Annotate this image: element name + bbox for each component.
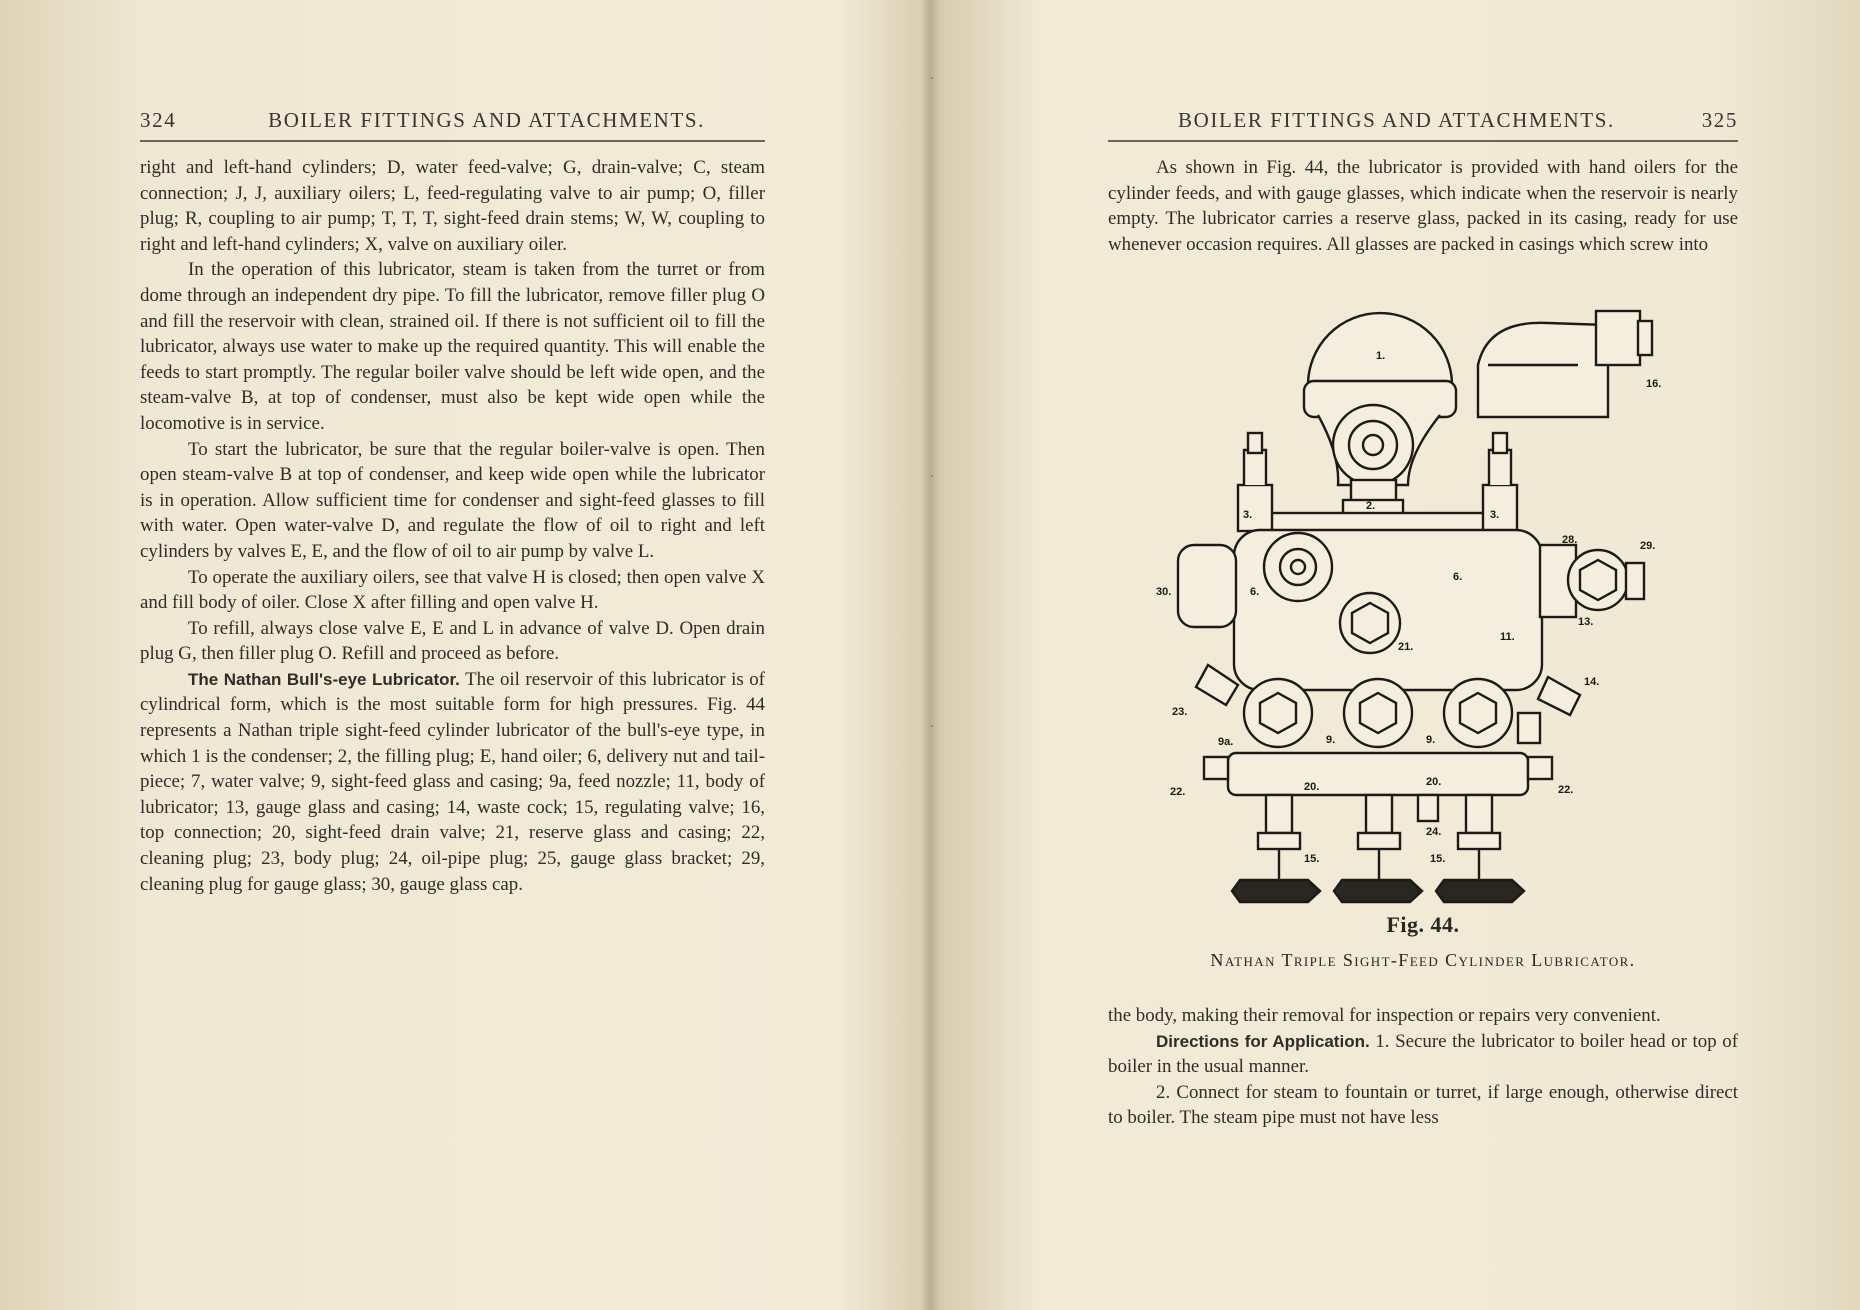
regulating-handle bbox=[1232, 880, 1320, 902]
left-body-text bbox=[140, 155, 765, 897]
left-running-title: BOILER FITTINGS AND ATTACHMENTS. bbox=[268, 108, 705, 132]
directions-step-1: 1. Secure the lubricator to boiler head or top of boiler in the usual manner. bbox=[1108, 1030, 1738, 1078]
sight-feed-glass bbox=[1244, 679, 1312, 747]
left-paragraph: To operate the auxiliary oilers, see that valve H is closed; then open valve X and fill body of oiler. Close X after filling and open valve H. bbox=[140, 566, 765, 614]
part-label-2: 2. bbox=[1366, 500, 1376, 512]
part-label-20: 20. bbox=[1426, 776, 1442, 788]
section-heading: The Nathan Bull's-eye Lubricator. bbox=[188, 669, 460, 689]
part-label-29: 29. bbox=[1640, 540, 1656, 552]
right-page bbox=[1108, 0, 1738, 1310]
left-paragraph: In the operation of this lubricator, steam is taken from the turret or from dome through an independent dry pipe. To fill the lubricator, remove filler plug O and fill the reservoir with clean, strained oil. If there is not sufficient oil to fill the lubricator, always use water to make up the required quantity. This will enable the feeds to start promptly. The regular boiler valve should be left wide open, and the steam-valve B, at top of condenser, must also be kept wide open while the locomotive is in service. bbox=[140, 259, 765, 434]
figure-number: Fig. 44. bbox=[1386, 912, 1460, 937]
gutter-speck: · bbox=[930, 720, 935, 735]
directions-paragraph-1 bbox=[1108, 1029, 1738, 1080]
part-label-30: 30. bbox=[1156, 586, 1172, 598]
left-section-paragraph bbox=[140, 667, 765, 897]
part-label-20: 20. bbox=[1304, 781, 1320, 793]
part-label-9a: 9a. bbox=[1218, 736, 1234, 748]
part-label-21: 21. bbox=[1398, 641, 1414, 653]
left-header-rule bbox=[140, 140, 765, 142]
part-label-3: 3. bbox=[1243, 509, 1253, 521]
sight-feed-glass bbox=[1444, 679, 1512, 747]
part-label-1: 1. bbox=[1376, 350, 1386, 362]
part-label-28: 28. bbox=[1562, 534, 1578, 546]
right-intro-paragraph: As shown in Fig. 44, the lubricator is provided with hand oilers for the cylinder feeds, and with gauge glasses, which indicate when the reservoir is nearly empty. The lubricator carries a reserve glass, packed in its casing, ready for use whenever occasion requires. All glasses are packed in casings which screw into bbox=[1108, 157, 1738, 255]
directions-heading: Directions for Application. bbox=[1156, 1031, 1370, 1051]
top-connection-nut bbox=[1596, 311, 1640, 365]
part-label-9: 9. bbox=[1326, 734, 1336, 746]
directions-step-2: 2. Connect for steam to fountain or turret, if large enough, otherwise direct to boiler. The steam pipe must not have less bbox=[1108, 1081, 1738, 1129]
left-running-head bbox=[140, 108, 765, 133]
part-label-15: 15. bbox=[1304, 853, 1320, 865]
left-page-number: 324 bbox=[140, 108, 177, 132]
right-running-head bbox=[1108, 108, 1738, 133]
right-continuation: the body, making their removal for inspection or repairs very convenient. bbox=[1108, 1005, 1661, 1026]
part-label-23: 23. bbox=[1172, 706, 1188, 718]
right-lower-text bbox=[1108, 1003, 1738, 1131]
part-label-3: 3. bbox=[1490, 509, 1500, 521]
section-text: The oil reservoir of this lubricator is of cylindrical form, which is the most suitable form for high pressures. Fig. 44 represents a Nathan triple sight-feed cylinder lubricator of the bull's-eye type, in which 1 is the condenser; 2, the filling plug; E, hand oiler; 6, delivery nut and tail-piece; 7, water valve; 9, sight-feed glass and casing; 9a, feed nozzle; 11, body of lubricator; 13, gauge glass and casing; 14, waste cock; 15, regulating valve; 16, top connection; 20, sight-feed drain valve; 21, reserve glass and casing; 22, cleaning plug; 23, body plug; 24, oil-pipe plug; 25, gauge glass bracket; 29, cleaning plug for gauge glass; 30, gauge glass cap. bbox=[140, 668, 765, 895]
right-page-number: 325 bbox=[1701, 108, 1738, 132]
left-page bbox=[140, 0, 765, 1310]
right-intro-text bbox=[1108, 155, 1738, 257]
part-label-22: 22. bbox=[1170, 786, 1186, 798]
part-label-6: 6. bbox=[1250, 586, 1260, 598]
part-label-24: 24. bbox=[1426, 826, 1442, 838]
part-label-22: 22. bbox=[1558, 784, 1574, 796]
top-connection bbox=[1478, 323, 1608, 417]
lubricator-figure bbox=[1108, 305, 1738, 945]
left-paragraph: To refill, always close valve E, E and L in advance of valve D. Open drain plug G, then filler plug O. Refill and proceed as before. bbox=[140, 617, 765, 665]
figure-caption: Nathan Triple Sight-Feed Cylinder Lubricator. bbox=[1210, 950, 1636, 970]
left-paragraph: To start the lubricator, be sure that the regular boiler-valve is open. Then open steam-valve B at top of condenser, and keep wide open while the lubricator is in operation. Allow sufficient time for condenser and sight-feed glasses to fill with water. Open water-valve D, and regulate the flow of oil to right and left cylinders by valves E, E, and the flow of oil to air pump by valve L. bbox=[140, 438, 765, 562]
sight-feed-glass bbox=[1344, 679, 1412, 747]
part-label-6: 6. bbox=[1453, 571, 1463, 583]
regulating-handle bbox=[1334, 880, 1422, 902]
part-label-14: 14. bbox=[1584, 676, 1600, 688]
part-label-15: 15. bbox=[1430, 853, 1446, 865]
part-label-9: 9. bbox=[1426, 734, 1436, 746]
part-label-11: 11. bbox=[1500, 631, 1515, 643]
filling-plug-wheel bbox=[1333, 405, 1413, 485]
right-running-title: BOILER FITTINGS AND ATTACHMENTS. bbox=[1178, 108, 1615, 132]
part-label-16: 16. bbox=[1646, 378, 1662, 390]
right-header-rule bbox=[1108, 140, 1738, 142]
gutter-speck: · bbox=[930, 470, 935, 485]
lubricator-drawing bbox=[1108, 305, 1738, 905]
gutter-speck: · bbox=[930, 72, 935, 87]
regulating-handle bbox=[1436, 880, 1524, 902]
left-paragraph: right and left-hand cylinders; D, water feed-valve; G, drain-valve; C, steam connection; J, J, auxiliary oilers; L, feed-regulating valve to air pump; O, filler plug; R, coupling to air pump; T, T, T, sight-feed drain stems; W, W, coupling to right and left-hand cylinders; X, valve on auxiliary oiler. bbox=[140, 157, 765, 255]
part-label-13: 13. bbox=[1578, 616, 1594, 628]
